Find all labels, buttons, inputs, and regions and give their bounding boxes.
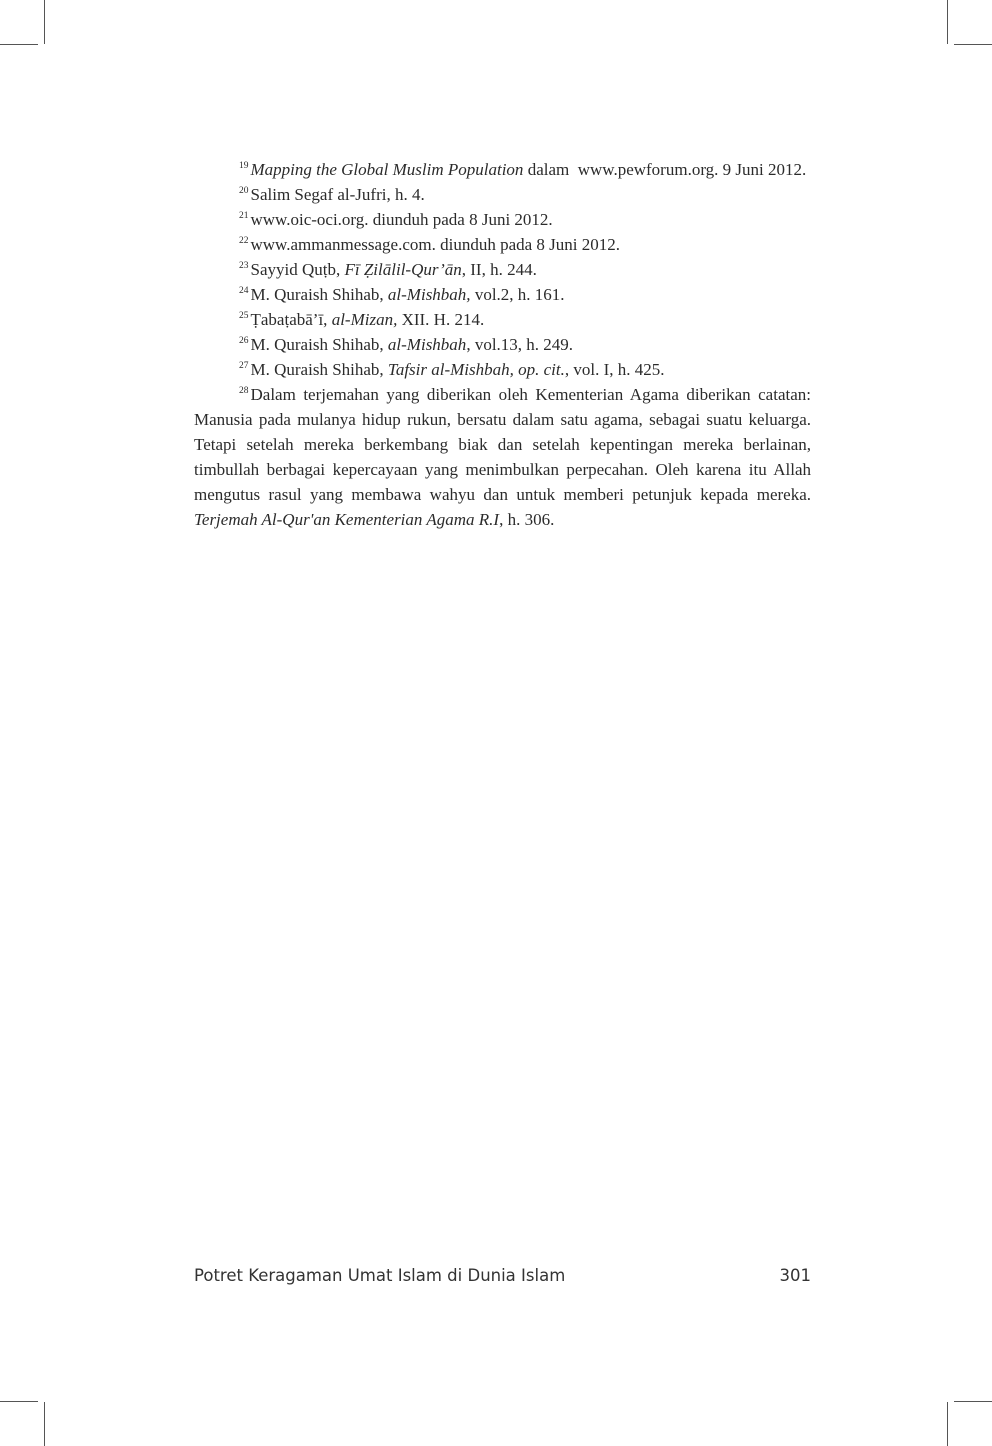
footnote-text: Ṭabaṭabā’ī, <box>250 310 332 329</box>
footnote-text: Salim Segaf al-Jufri, h. 4. <box>250 185 425 204</box>
footnote-text: , vol. I, h. 425. <box>564 360 665 379</box>
footnote-source-title: Fī Ẓilālil-Qur’ān <box>344 260 462 279</box>
footnote-text: dalam www.pewforum.org. 9 Juni 2012. <box>523 160 807 179</box>
footnote-text: vol.2, h. 161. <box>470 285 565 304</box>
footnote-text: www.ammanmessage.com. diunduh pada 8 Juni 2012. <box>250 235 621 254</box>
footnote <box>194 307 811 332</box>
footnotes <box>194 157 811 532</box>
running-title: Potret Keragaman Umat Islam di Dunia Islam <box>194 1266 566 1285</box>
footnote-text: M. Quraish Shihab, <box>250 360 388 379</box>
footnote <box>194 207 811 232</box>
footnote-text: , vol.13, h. 249. <box>466 335 574 354</box>
crop-mark <box>954 44 992 45</box>
footnote-text: Dalam terjemahan yang diberikan oleh Kementerian Agama diberikan catatan: Manusia pada mulanya hidup rukun, bersatu dalam satu agama, sebagai suatu keluarga. Tetapi setelah mereka berkembang biak dan setelah kepentingan mereka berlainan, timbullah berbagai kepercayaan yang menimbulkan perpecahan. Oleh karena itu Allah mengutus rasul yang membawa wahyu dan untuk memberi petunjuk kepada mereka. <box>194 385 811 504</box>
page-footer <box>194 1266 811 1285</box>
footnote-text: XII. H. 214. <box>397 310 485 329</box>
footnote-source-title: Tafsir al-Mishbah, op. cit. <box>387 360 565 379</box>
footnote-number: 19 <box>239 161 249 171</box>
footnote <box>194 182 811 207</box>
footnote-number: 27 <box>239 361 249 371</box>
crop-mark <box>0 1401 38 1402</box>
footnote <box>194 257 811 282</box>
crop-mark <box>954 1401 992 1402</box>
crop-mark <box>44 1402 45 1446</box>
crop-mark <box>947 1402 948 1446</box>
footnote-number: 21 <box>239 211 249 221</box>
footnote <box>194 332 811 357</box>
crop-mark <box>947 0 948 44</box>
footnote-number: 23 <box>239 261 249 271</box>
footnote-text: www.oic-oci.org. diunduh pada 8 Juni 2012. <box>250 210 553 229</box>
footnote <box>194 157 811 182</box>
footnote-number: 24 <box>239 286 249 296</box>
footnote-text: Sayyid Quṭb, <box>250 260 345 279</box>
footnote-source-title: al-Mishbah <box>387 335 467 354</box>
footnote-text: , II, h. 244. <box>461 260 537 279</box>
footnote <box>194 282 811 307</box>
footnote-number: 26 <box>239 336 249 346</box>
footnote-number: 25 <box>239 311 249 321</box>
footnote <box>194 382 811 532</box>
footnote-source-title: al-Mizan, <box>331 310 398 329</box>
crop-mark <box>44 0 45 44</box>
footnote-number: 28 <box>239 386 249 396</box>
footnote-text: M. Quraish Shihab, <box>250 335 388 354</box>
footnote-number: 22 <box>239 236 249 246</box>
footnote-source-title: Mapping the Global Muslim Population <box>250 160 524 179</box>
footnote-text: M. Quraish Shihab, <box>250 285 388 304</box>
footnote-number: 20 <box>239 186 249 196</box>
crop-mark <box>0 44 38 45</box>
footnote <box>194 232 811 257</box>
footnote-source-title: Terjemah Al-Qur'an Kementerian Agama R.I <box>194 510 500 529</box>
footnote <box>194 357 811 382</box>
page-number: 301 <box>779 1266 811 1285</box>
footnote-source-title: al-Mishbah, <box>387 285 471 304</box>
footnote-text: , h. 306. <box>499 510 555 529</box>
